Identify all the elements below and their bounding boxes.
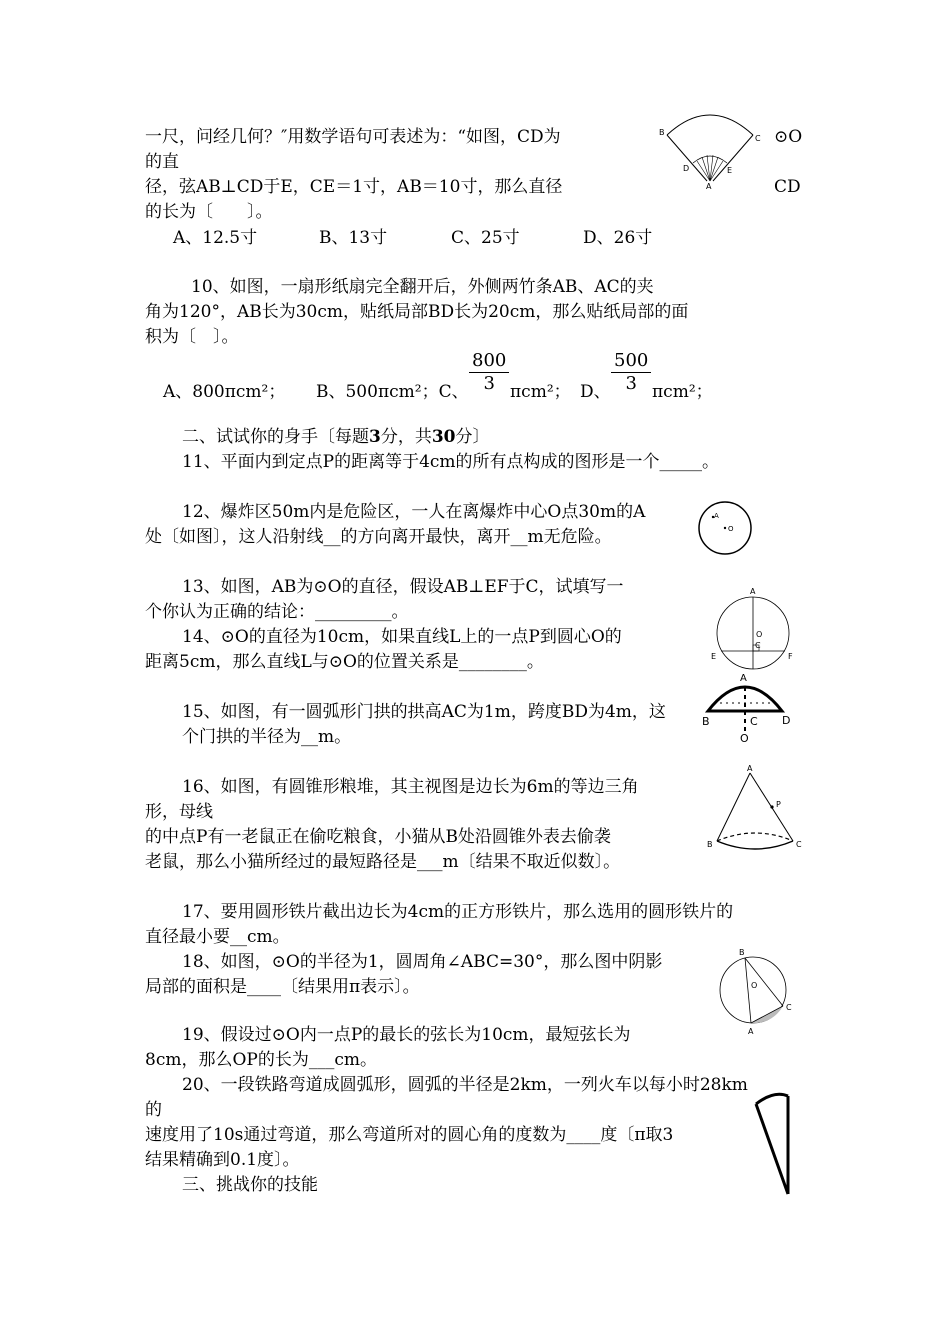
q16-line2: 形，母线 (145, 802, 213, 822)
inscribed-label-c: C (786, 1003, 792, 1012)
inscribed-angle-figure (715, 942, 805, 1034)
q20-line3: 速度用了10s通过弯道，那么弯道所对的圆心角的度数为____度〔π取3 (145, 1125, 674, 1145)
section2-heading-pre: 二、试试你的身手〔每题 (182, 427, 369, 447)
diameter-label-e: E (711, 652, 717, 661)
q19-line1: 19、假设过⊙O内一点P的最长的弦长为10cm，最短弦长为 (182, 1025, 631, 1045)
diameter-chord-figure (708, 585, 798, 675)
q10-option-d-fraction (611, 350, 651, 395)
q10-option-a: A、800πcm²； (163, 382, 286, 402)
q15-line2: 个门拱的半径为__m。 (182, 727, 352, 747)
q18-line1: 18、如图，⊙O的半径为1，圆周角∠ABC=30°，那么图中阴影 (182, 952, 663, 972)
q10-option-d: D、 (580, 382, 611, 402)
arch-label-o: O (740, 732, 749, 745)
arch-label-c: C (750, 715, 758, 728)
q10-option-d-unit: πcm²； (652, 382, 713, 402)
cone-label-p: P (776, 800, 781, 809)
diameter-label-o: O (756, 630, 763, 639)
railway-arc-figure (748, 1090, 798, 1198)
cone-figure (705, 763, 805, 855)
q20-line4: 结果精确到0.1度〕。 (145, 1150, 300, 1170)
section2-heading-points: 3 (369, 427, 381, 447)
inscribed-label-b: B (739, 948, 745, 957)
explosion-zone-figure (697, 500, 755, 558)
q19-line2: 8cm，那么OP的长为___cm。 (145, 1050, 377, 1070)
inscribed-label-a: A (748, 1027, 754, 1036)
fan-figure (655, 105, 765, 190)
q10-line2: 角为120°，AB长为30cm，贴纸局部BD长为20cm，那么贴纸局部的面 (145, 302, 689, 322)
arch-figure (698, 667, 794, 743)
section2-heading-total: 30 (431, 427, 456, 447)
q10-line1: 10、如图，一扇形纸扇完全翻开后，外侧两竹条AB、AC的夹 (191, 277, 654, 297)
q14-line2: 距离5cm，那么直线L与⊙O的位置关系是________。 (145, 652, 544, 672)
q16-line4: 老鼠，那么小猫所经过的最短路径是___m〔结果不取近似数〕。 (145, 852, 621, 872)
q11: 11、平面内到定点P的距离等于4cm的所有点构成的图形是一个_____。 (182, 452, 720, 472)
q10-option-b: B、500πcm²；C、 (316, 382, 469, 402)
q10-option-c-fraction (469, 350, 509, 395)
diameter-label-f: F (788, 652, 793, 661)
q14-line1: 14、⊙O的直径为10cm，如果直线L上的一点P到圆心O的 (182, 627, 622, 647)
q16-line1: 16、如图，有圆锥形粮堆，其主视图是边长为6m的等边三角 (182, 777, 639, 797)
arch-label-a: A (740, 673, 747, 684)
q13-line2: 个你认为正确的结论：_________。 (145, 602, 409, 622)
fan-label-e: E (727, 166, 733, 175)
q17-line2: 直径最小要__cm。 (145, 927, 290, 947)
section2-heading-mid: 分，共 (380, 427, 432, 447)
q10-option-c-denominator: 3 (483, 373, 495, 394)
fan-label-b: B (659, 128, 665, 137)
q12-line2: 处〔如图〕，这人沿射线__的方向离开最快，离开__m无危险。 (145, 527, 612, 547)
arch-label-b: B (702, 715, 710, 728)
q10-line3: 积为〔 〕。 (145, 327, 239, 347)
q9-line2: 的直 (145, 152, 179, 172)
q10-option-c-unit: πcm²； (510, 382, 571, 402)
q9-option-d: D、26寸 (583, 228, 653, 248)
q10-option-d-numerator: 500 (611, 350, 651, 373)
section2-heading (182, 426, 490, 448)
q10-option-d-denominator: 3 (625, 373, 637, 394)
fan-label-d: D (683, 164, 690, 173)
q12-line1: 12、爆炸区50m内是危险区，一人在离爆炸中心O点30m的A (182, 502, 646, 522)
q9-option-a: A、12.5寸 (173, 228, 258, 248)
q10-option-c-numerator: 800 (469, 350, 509, 373)
q18-line2: 局部的面积是____〔结果用π表示〕。 (145, 977, 420, 997)
fan-label-c: C (755, 134, 761, 143)
cone-label-c: C (796, 840, 802, 849)
q13-line1: 13、如图，AB为⊙O的直径，假设AB⊥EF于C，试填写一 (182, 577, 624, 597)
cone-label-a: A (747, 764, 753, 773)
q17-line1: 17、要用圆形铁片截出边长为4cm的正方形铁片，那么选用的圆形铁片的 (182, 902, 734, 922)
q9-line3: 径，弦AB⊥CD于E，CE＝1寸，AB＝10寸，那么直径 (145, 177, 563, 197)
arch-label-d: D (782, 714, 791, 727)
q9-line3-right: CD (774, 177, 801, 197)
diameter-label-a: A (750, 587, 756, 596)
q9-line1-right: ⊙O (774, 127, 803, 147)
diameter-label-c: C (755, 641, 761, 650)
q20-line2: 的 (145, 1100, 162, 1120)
explosion-label-o: O (728, 525, 734, 533)
q9-option-b: B、13寸 (319, 228, 388, 248)
inscribed-label-o: O (751, 981, 758, 990)
q9-option-c: C、25寸 (451, 228, 520, 248)
q9-line1: 一尺，问经几何？″用数学语句可表述为：“如图，CD为 (145, 127, 561, 147)
q20-line1: 20、一段铁路弯道成圆弧形，圆弧的半径是2km，一列火车以每小时28km (182, 1075, 748, 1095)
fan-label-a: A (706, 182, 712, 191)
cone-label-b: B (707, 840, 713, 849)
section2-heading-post: 分〕 (455, 427, 490, 447)
q16-line3: 的中点P有一老鼠正在偷吃粮食，小猫从B处沿圆锥外表去偷袭 (145, 827, 611, 847)
q9-line4: 的长为〔 〕。 (145, 202, 273, 222)
q15-line1: 15、如图，有一圆弧形门拱的拱高AC为1m，跨度BD为4m，这 (182, 702, 666, 722)
explosion-label-a: A (714, 512, 719, 520)
section3-heading: 三、挑战你的技能 (182, 1175, 318, 1195)
